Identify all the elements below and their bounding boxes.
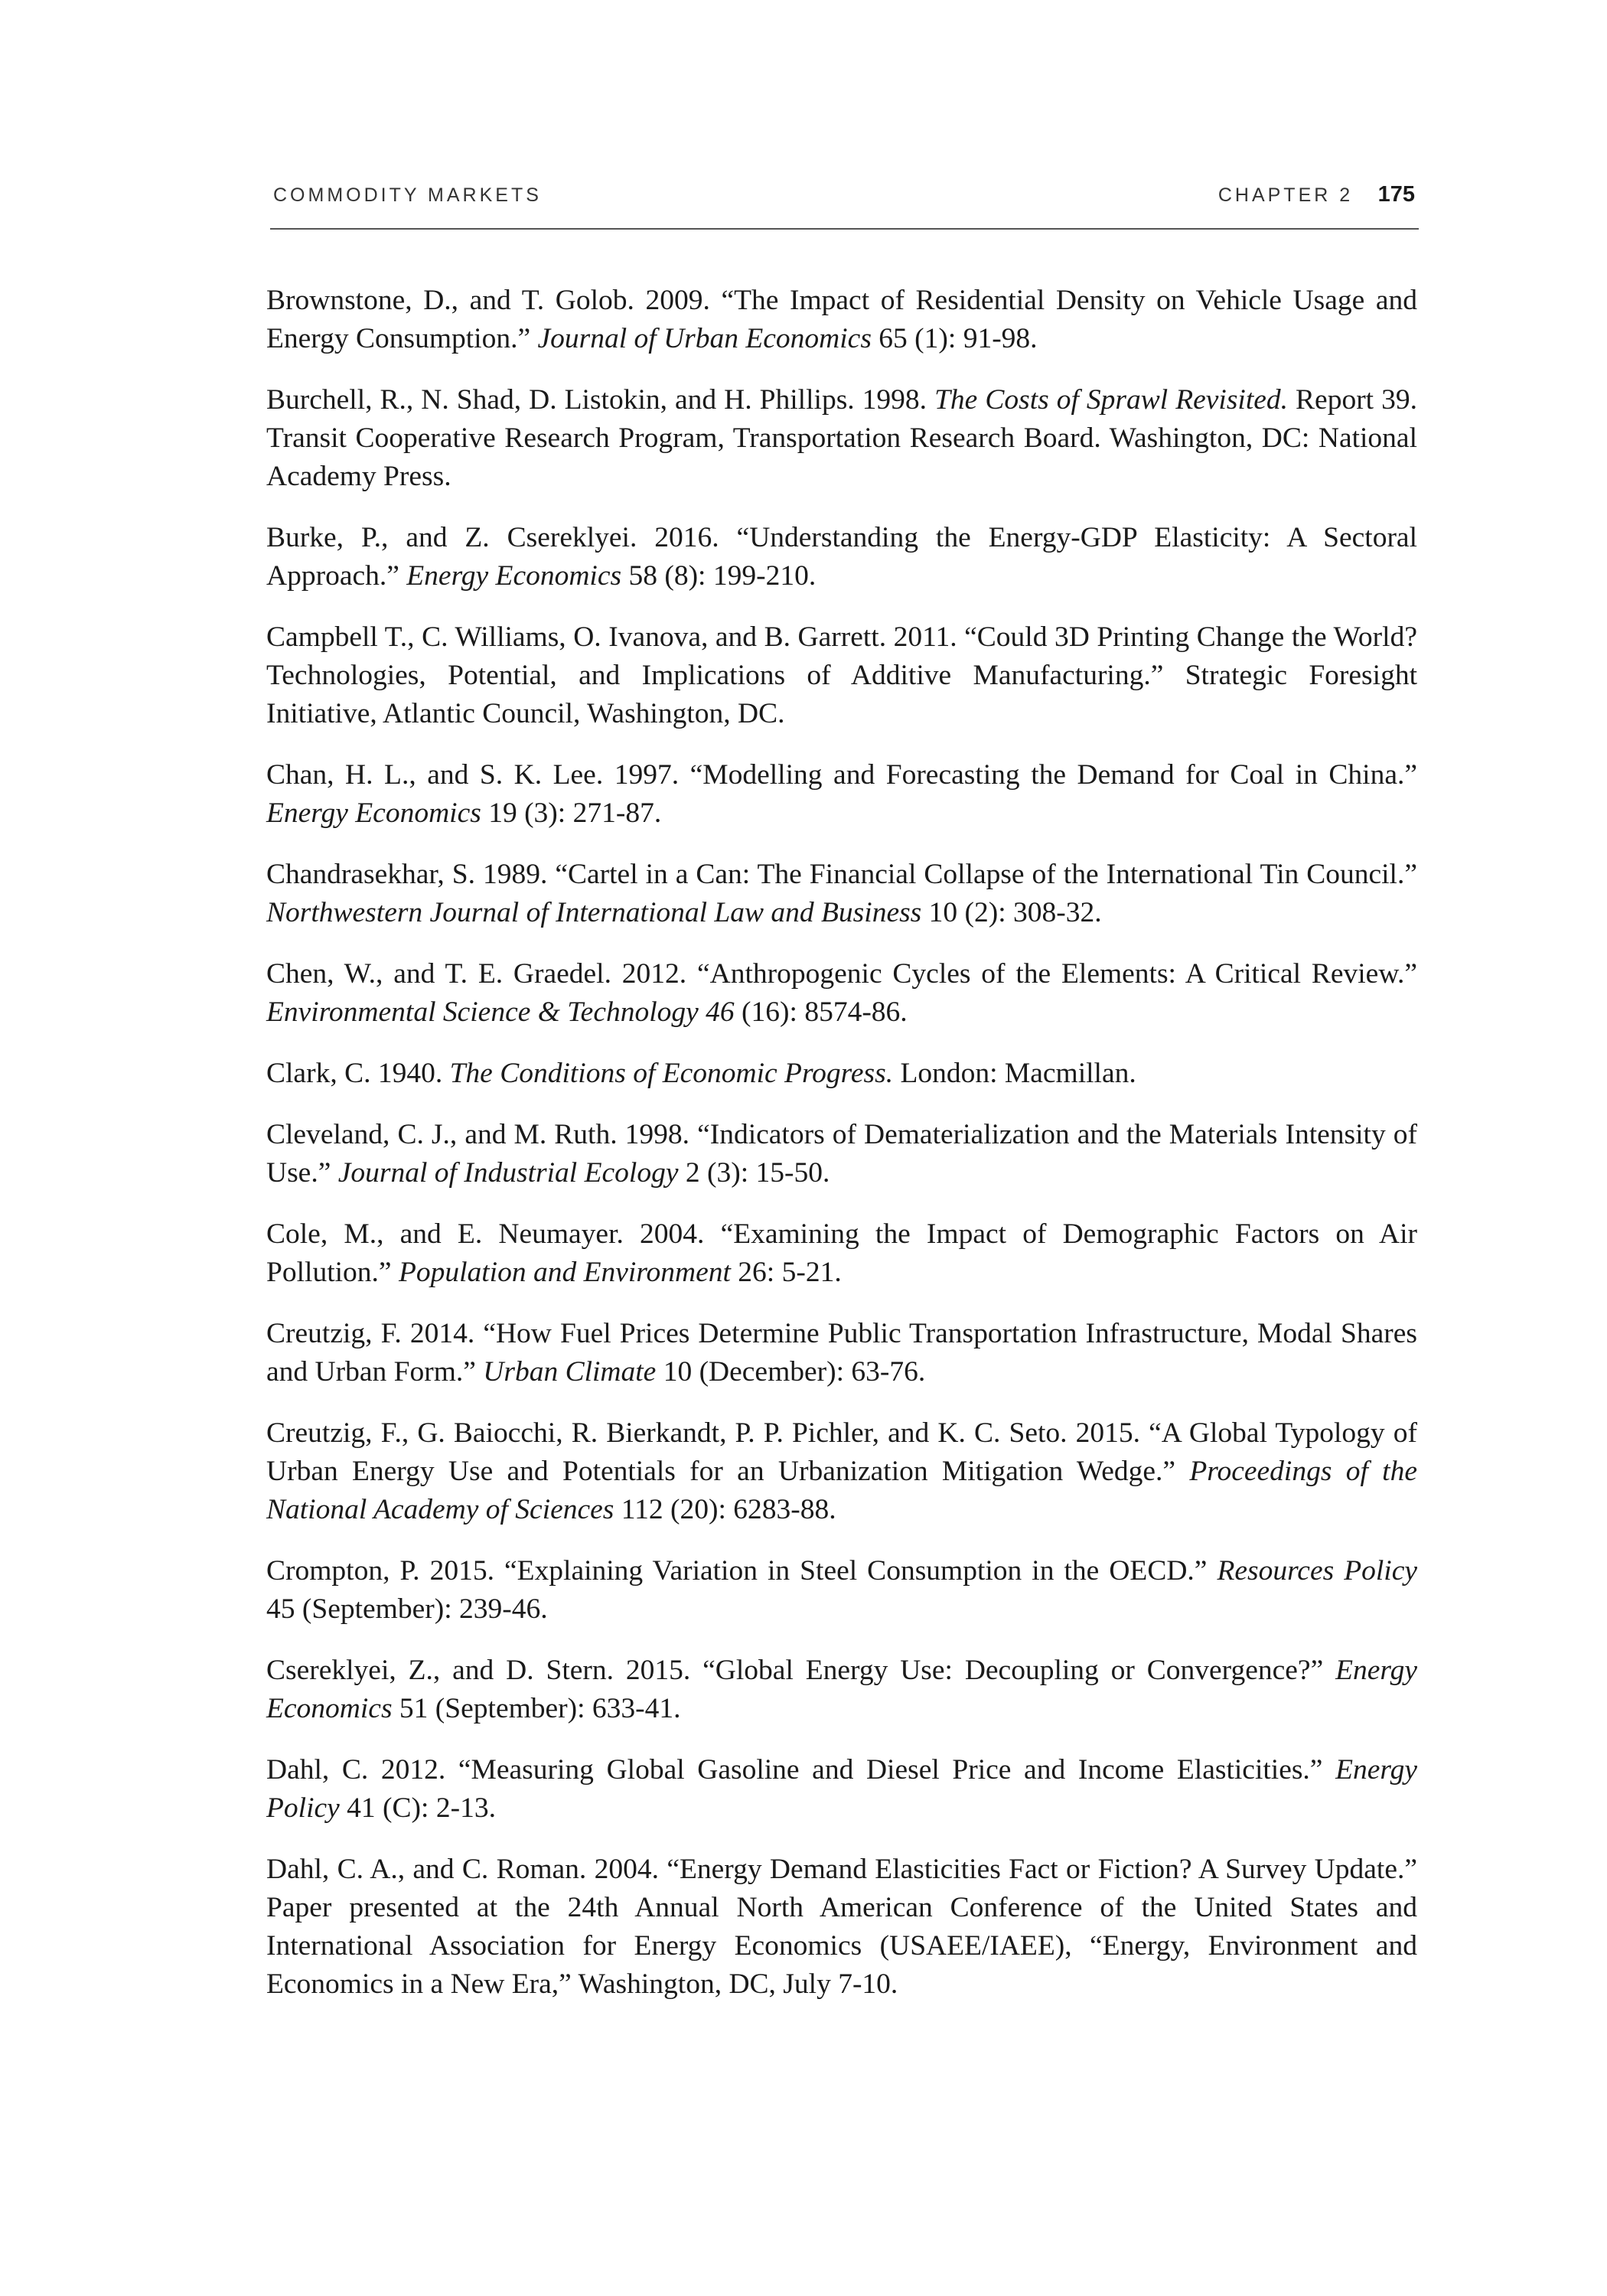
page-number: 175: [1377, 182, 1415, 207]
reference-entry: Burchell, R., N. Shad, D. Listokin, and H. Phillips. 1998. The Costs of Sprawl Revisited. Report 39. Transit Cooperative Research Program, Transportation Research Board. Washington, DC: National Academy Press.: [266, 384, 1417, 492]
reference-entry: Burke, P., and Z. Csereklyei. 2016. “Understanding the Energy-GDP Elasticity: A Sectoral Approach.” Energy Economics 58 (8): 199-210.: [266, 522, 1417, 592]
reference-entry: Crompton, P. 2015. “Explaining Variation in Steel Consumption in the OECD.” Resources Policy 45 (September): 239-46.: [266, 1555, 1417, 1625]
reference-list: [266, 282, 1417, 2027]
reference-entry: Creutzig, F., G. Baiocchi, R. Bierkandt, P. P. Pichler, and K. C. Seto. 2015. “A Global Typology of Urban Energy Use and Potentials for an Urbanization Mitigation Wedge.” Proceedings of the National Academy of Sciences 112 (20): 6283-88.: [266, 1417, 1417, 1525]
reference-entry: Creutzig, F. 2014. “How Fuel Prices Determine Public Transportation Infrastructure, Modal Shares and Urban Form.” Urban Climate 10 (December): 63-76.: [266, 1318, 1417, 1388]
running-header: [270, 182, 1419, 230]
reference-entry: Dahl, C. 2012. “Measuring Global Gasoline and Diesel Price and Income Elasticities.” Energy Policy 41 (C): 2-13.: [266, 1754, 1417, 1824]
book-title: COMMODITY MARKETS: [273, 184, 542, 206]
reference-entry: Csereklyei, Z., and D. Stern. 2015. “Global Energy Use: Decoupling or Convergence?” Energy Economics 51 (September): 633-41.: [266, 1655, 1417, 1724]
reference-entry: Cole, M., and E. Neumayer. 2004. “Examining the Impact of Demographic Factors on Air Pollution.” Population and Environment 26: 5-21.: [266, 1218, 1417, 1288]
reference-entry: Campbell T., C. Williams, O. Ivanova, and B. Garrett. 2011. “Could 3D Printing Change the World? Technologies, Potential, and Implications of Additive Manufacturing.” Strategic Foresight Initiative, Atlantic Council, Washington, DC.: [266, 621, 1417, 729]
reference-entry: Chen, W., and T. E. Graedel. 2012. “Anthropogenic Cycles of the Elements: A Critical Review.” Environmental Science & Technology 46 (16): 8574-86.: [266, 958, 1417, 1028]
reference-entry: Brownstone, D., and T. Golob. 2009. “The Impact of Residential Density on Vehicle Usage and Energy Consumption.” Journal of Urban Economics 65 (1): 91-98.: [266, 285, 1417, 354]
header-right: [1218, 182, 1415, 207]
reference-entry: Chandrasekhar, S. 1989. “Cartel in a Can: The Financial Collapse of the International Tin Council.” Northwestern Journal of International Law and Business 10 (2): 308-32.: [266, 859, 1417, 928]
reference-entry: Dahl, C. A., and C. Roman. 2004. “Energy Demand Elasticities Fact or Fiction? A Survey Update.” Paper presented at the 24th Annual North American Conference of the United States and International Association for Energy Economics (USAEE/IAEE), “Energy, Environment and Economics in a New Era,” Washington, DC, July 7-10.: [266, 1854, 1417, 2000]
chapter-label: CHAPTER 2: [1217, 184, 1354, 206]
reference-entry: Cleveland, C. J., and M. Ruth. 1998. “Indicators of Dematerialization and the Materials Intensity of Use.” Journal of Industrial Ecology 2 (3): 15-50.: [266, 1119, 1417, 1189]
reference-entry: Chan, H. L., and S. K. Lee. 1997. “Modelling and Forecasting the Demand for Coal in China.” Energy Economics 19 (3): 271-87.: [266, 759, 1417, 829]
reference-entry: Clark, C. 1940. The Conditions of Economic Progress. London: Macmillan.: [266, 1058, 1136, 1089]
